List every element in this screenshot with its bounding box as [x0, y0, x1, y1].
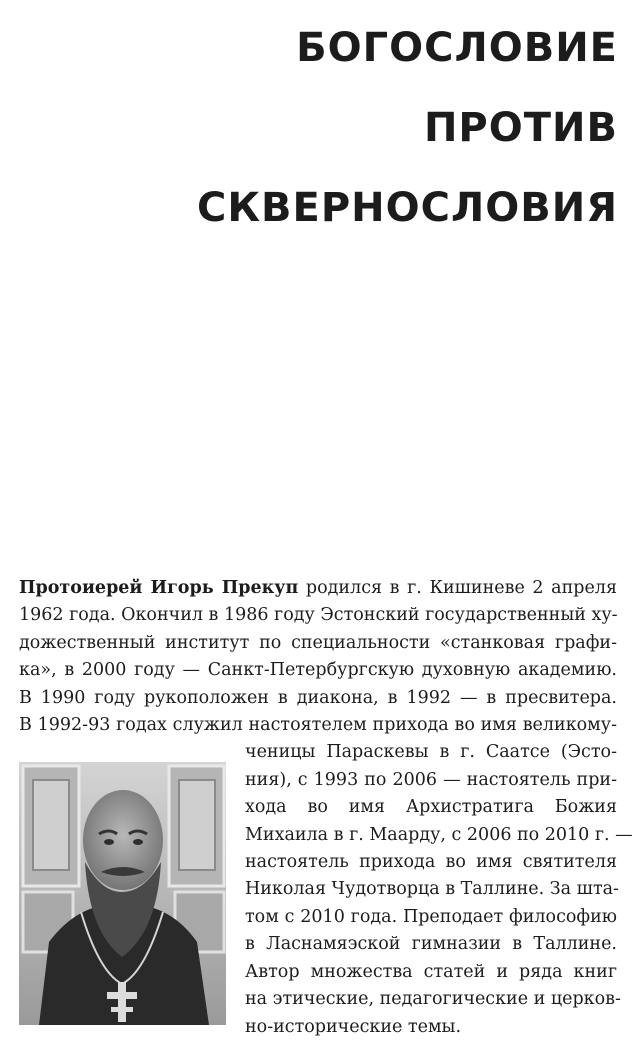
bio-line: на этические, педагогические и церков-	[245, 989, 621, 1010]
bio-line	[19, 575, 617, 602]
bio-line: Николая Чудотворца в Таллине. За шта-	[245, 879, 619, 900]
title-line-3: СКВЕРНОСЛОВИЯ	[196, 185, 618, 231]
bio-line-1-text: родился в г. Кишиневе 2 апреля	[298, 578, 617, 598]
bio-line: том с 2010 года. Преподает философию	[245, 906, 617, 927]
bio-line: ния), с 1993 по 2006 — настоятель при-	[245, 769, 617, 790]
bio-line: Автор множества статей и ряда книг	[245, 961, 617, 982]
bio-line: хода во имя Архистратига Божия	[245, 797, 617, 818]
bio-line: ченицы Параскевы в г. Саатсе (Эсто-	[245, 742, 617, 763]
bio-line: дожественный институт по специальности «станковая графи-	[19, 632, 617, 653]
bio-line: В 1992-93 годах служил настоятелем прихода во имя великому-	[19, 715, 617, 736]
bio-line: 1962 года. Окончил в 1986 году Эстонский государственный ху-	[19, 605, 618, 626]
bio-line: настоятель прихода во имя святителя	[245, 852, 617, 873]
bio-line: в Ласнамяэской гимназии в Таллине.	[245, 934, 617, 955]
title-line-2: ПРОТИВ	[423, 105, 618, 151]
portrait-photo-icon	[19, 762, 226, 1025]
bio-line: ка», в 2000 году — Санкт-Петербургскую духовную академию.	[19, 660, 617, 681]
bio-line: но-исторические темы.	[245, 1016, 462, 1037]
author-photo	[19, 762, 226, 1025]
bio-line: В 1990 году рукоположен в диакона, в 1992 — в пресвитера.	[19, 687, 617, 708]
book-title	[58, 8, 618, 248]
author-name: Протоиерей Игорь Прекуп	[19, 578, 299, 598]
bio-line: Михаила в г. Маарду, с 2006 по 2010 г. —	[245, 824, 633, 845]
title-line-1: БОГОСЛОВИЕ	[296, 25, 618, 71]
